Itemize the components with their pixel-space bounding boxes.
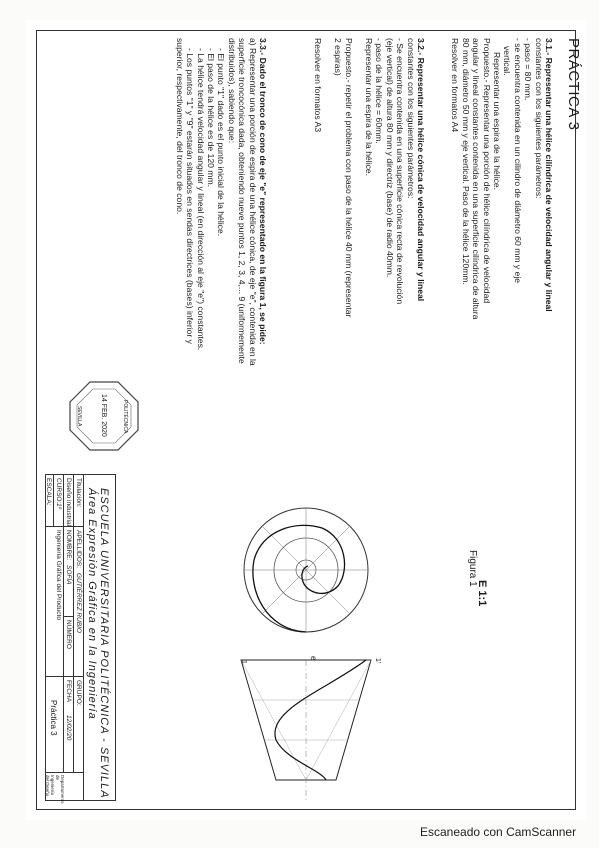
- exercise-3-3-line: superior, respectivamente, del tronco de cono.: [174, 38, 185, 215]
- elevation-view: [241, 660, 371, 800]
- escala-label: ESCALA:: [45, 478, 52, 506]
- exercise-3-2-line: [354, 38, 364, 317]
- exercise-3-3-line: - El paso de la hélice es de 120 mm.: [205, 48, 216, 188]
- stamp-top-text: POLITÉCNICA: [122, 400, 128, 434]
- exercise-3-2-line: 2 espiras): [333, 38, 344, 76]
- nombre-label: NOMBRE:: [65, 530, 72, 561]
- exercise-3-2-heading: 3.2.- Representar una hélice cónica de velocidad angular y lineal: [416, 38, 426, 302]
- stamp-date: 14 FEB. 2020: [100, 394, 107, 437]
- exercise-3-1-line: - se encuentra contenida en un cilindro de diámetro 60 mm y eje: [512, 38, 523, 284]
- figure-caption: Figura 1: [467, 550, 478, 587]
- stamp-bottom-text: SEVILLA: [76, 406, 82, 427]
- exercise-3-2-line: - paso de la hélice = 60mm.: [374, 38, 385, 144]
- exercise-3-1-line: - paso = 80 mm.: [523, 38, 534, 101]
- exercise-3-1-line: Resolver en formatos A4: [450, 38, 461, 133]
- exercise-3-3-line: distribuidos), sabiendo que:: [226, 38, 237, 144]
- exercise-3-3-line: - El punto "1" dado es el punto inicial de la hélice.: [216, 48, 227, 237]
- exercise-3-3-line: - Los puntos "1" y "9" estarán situados en sendas directrices (bases) inferior y: [185, 48, 196, 344]
- scale-label: E 1:1: [476, 580, 488, 607]
- area-name: Área Expresión Gráfica en la Ingeniería: [86, 488, 98, 720]
- exercise-3-1-heading: 3.1.- Representar una hélice cilíndrica de velocidad angular y lineal: [544, 38, 554, 312]
- school-name: ESCUELA UNIVERSITARIA POLITÉCNICA - SEVILLA: [98, 488, 110, 799]
- exercise-3-2-line: (eje vertical) de altura 80 mm y directriz (base) de radio 40mm.: [384, 38, 395, 278]
- exercise-3-1-line: constantes con los siguientes parámetros:: [533, 38, 544, 199]
- grupo-label: GRUPO:: [75, 680, 82, 706]
- exercise-3-1: [450, 38, 554, 319]
- exercise-3-2-line: Resolver en formatos A3: [312, 38, 323, 133]
- department-label: Departamento de Ingeniería del Diseño: [45, 775, 65, 804]
- exercise-3-1-line: 80 mm, diámetro 50 mm y eje vertical. Paso de la hélice 120mm.: [460, 38, 471, 285]
- registry-stamp: [68, 380, 140, 452]
- point-label-plan: 1: [240, 660, 247, 664]
- exercise-sheet: [26, 20, 586, 820]
- curso-value: 1º: [55, 503, 62, 509]
- scanner-watermark: Escaneado con CamScanner: [420, 825, 577, 839]
- exercise-3-1-line: angular y lineal constantes contenida en una superficie cilíndrica de altura: [471, 38, 482, 320]
- apellidos-label: APELLIDOS:: [75, 530, 82, 568]
- exercise-3-1-line: vertical.: [502, 46, 513, 76]
- exercise-3-3-line: - La hélice tendrá velocidad angular y lineal (en dirección al eje "e") constantes.: [195, 48, 206, 351]
- plan-view: [244, 508, 368, 632]
- exercise-3-3-heading: 3.3.- Dado el tronco de cono de eje "e" representado en la figura 1, se pide:: [258, 38, 268, 345]
- exercise-3-3-line: a) Representar una porción de espira de una hélice cónica, de eje "e", contenida en la: [247, 38, 258, 366]
- fecha-label: FECHA: [65, 680, 72, 703]
- asignatura: Ingeniería Gráfica del Producto: [55, 530, 62, 620]
- exercise-3-3: [174, 38, 268, 366]
- titulacion-label: Titulación:: [75, 478, 82, 508]
- exercise-3-2-line: constantes con los siguientes parámetros:: [405, 38, 416, 199]
- nombre-value: SOFÍA: [65, 565, 72, 585]
- numero-label: NÚMERO: [65, 620, 72, 649]
- practica-label: Práctica 3: [49, 700, 58, 736]
- curso-label: CURSO:: [55, 478, 62, 504]
- apellidos-value: GUTIÉRREZ RUBIO: [75, 573, 82, 633]
- exercise-3-1-line: Propuesto.- Representar una porción de hélice cilíndrica de velocidad: [481, 38, 492, 304]
- axis-label: e: [309, 656, 318, 661]
- exercise-3-3-line: superficie troncocónica dada, obteniendo nueve puntos 1, 2, 3, 4,... 9 (uniformemente: [237, 38, 248, 364]
- point-label: 1': [374, 658, 381, 664]
- exercise-3-2-line: Propuesto.- repetir el problema con paso de la hélice 40 mm (representar: [343, 38, 354, 318]
- truncated-cone-figure: [176, 500, 436, 800]
- exercise-3-2: [312, 38, 426, 317]
- grado-label: Diseño industrial: [65, 478, 72, 527]
- exercise-3-2-line: Representar una espira de la hélice.: [363, 38, 374, 177]
- exercise-3-2-line: - Se encuentra contenida en una superficie cónica recta de revolución: [395, 38, 406, 305]
- page-title: PRÁCTICA 3: [565, 38, 582, 131]
- fecha-value: 12/02/20: [65, 715, 72, 741]
- exercise-3-1-line: Representar una espira de la hélice.: [491, 52, 502, 191]
- exercise-3-2-line: [323, 38, 333, 317]
